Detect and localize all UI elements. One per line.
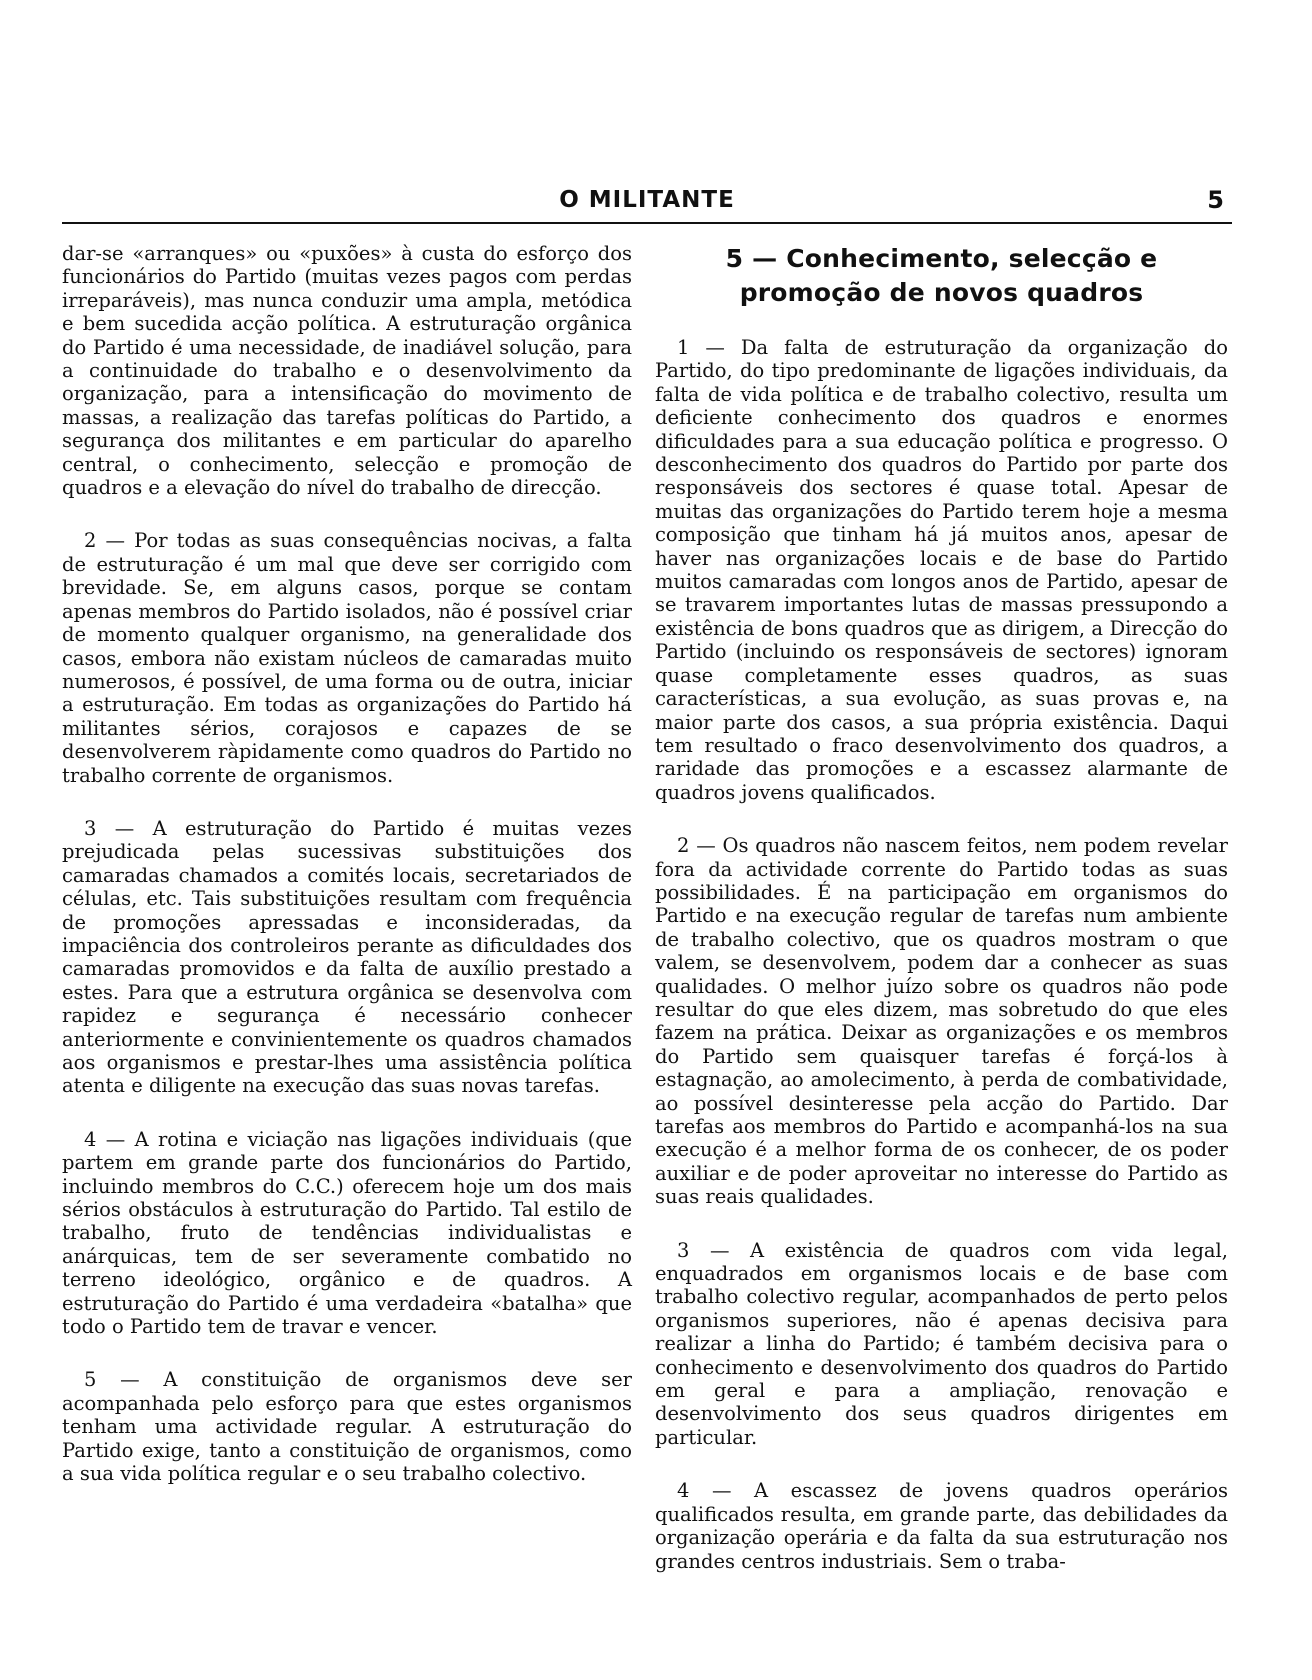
running-title: O MILITANTE	[559, 187, 735, 213]
page-header	[62, 182, 1232, 224]
paragraph-3: 3 — A estruturação do Partido é muitas vezes prejudicada pelas sucessivas substituições dos camaradas chamados a comités locais, secretariados de células, etc. Tais substituições resultam com frequência de promoções apressadas e inconsideradas, da impaciência dos controleiros perante as dificuldades dos camaradas promovidos e da falta de auxílio prestado a estes. Para que a estrutura orgânica se desenvolva com rapidez e segurança é necessário conhecer anteriormente e convinientemente os quadros chamados aos organismos e prestar-lhes uma assistência política atenta e diligente na execução das suas novas tarefas.	[62, 816, 632, 1098]
left-column	[62, 242, 632, 1516]
section-paragraph-4: 4 — A escassez de jovens quadros operários qualificados resulta, em grande parte, das debilidades da organização operária e da falta da sua estruturação nos grandes centros industriais. Sem o traba-	[655, 1479, 1228, 1573]
right-column	[655, 242, 1228, 1603]
section-paragraph-2: 2 — Os quadros não nascem feitos, nem podem revelar fora da actividade corrente do Partido todas as suas possibilidades. É na participação em organismos do Partido e na execução regular de tarefas num ambiente de trabalho colectivo, que os quadros mostram o que valem, se desenvolvem, podem dar a conhecer as suas qualidades. O melhor juízo sobre os quadros não pode resultar do que eles dizem, mas sobretudo do que eles fazem na prática. Deixar as organizações e os membros do Partido sem quaisquer tarefas é forçá-los à estagnação, ao amolecimento, à perda de combatividade, ao possível desinteresse pela acção do Partido. Dar tarefas aos membros do Partido e acompanhá-los na sua execução é a melhor forma de os conhecer, de os poder auxiliar e de poder aproveitar no interesse do Partido as suas reais qualidades.	[655, 834, 1228, 1209]
paragraph-4: 4 — A rotina e viciação nas ligações individuais (que partem em grande parte dos funcionários do Partido, incluindo membros do C.C.) oferecem hoje um dos mais sérios obstáculos à estruturação do Partido. Tal estilo de trabalho, fruto de tendências individualistas e anárquicas, tem de ser severamente combatido no terreno ideológico, orgânico e de quadros. A estruturação do Partido é uma verdadeira «batalha» que todo o Partido tem de travar e vencer.	[62, 1127, 632, 1339]
section-heading: 5 — Conhecimento, selecção e promoção de novos quadros	[725, 244, 1158, 307]
section-paragraph-3: 3 — A existência de quadros com vida legal, enquadrados em organismos locais e de base com trabalho colectivo regular, acompanhados de perto pelos organismos superiores, não é apenas decisiva para realizar a linha do Partido; é também decisiva para o conhecimento e desenvolvimento dos quadros do Partido em geral e para a ampliação, renovação e desenvolvimento dos seus quadros dirigentes em particular.	[655, 1238, 1228, 1449]
paragraph-continued: dar-se «arranques» ou «puxões» à custa do esforço dos funcionários do Partido (muitas vezes pagos com perdas irreparáveis), mas nunca conduzir uma ampla, metódica e bem sucedida acção política. A estruturação orgânica do Partido é uma necessidade, de inadiável solução, para a continuidade do trabalho e o desenvolvimento da organização, para a intensificação do movimento de massas, a realização das tarefas políticas do Partido, a segurança dos militantes e em particular do aparelho central, o conhecimento, selecção e promoção de quadros e a elevação do nível do trabalho de direcção.	[62, 242, 632, 500]
section-paragraph-1: 1 — Da falta de estruturação da organização do Partido, do tipo predominante de ligações individuais, da falta de vida política e de trabalho colectivo, resulta um deficiente conhecimento dos quadros e enormes dificuldades para a sua educação política e progresso. O desconhecimento dos quadros do Partido por parte dos responsáveis dos sectores é quase total. Apesar de muitas das organizações do Partido terem hoje a mesma composição que tinham há já muitos anos, apesar de haver nas organizações locais e de base do Partido muitos camaradas com longos anos de Partido, apesar de se travarem importantes lutas de massas pressupondo a existência de bons quadros que as dirigem, a Direcção do Partido (incluindo os responsáveis de sectores) ignoram quase completamente esses quadros, as suas características, a sua evolução, as suas provas e, na maior parte dos casos, a sua própria existência. Daqui tem resultado o fraco desenvolvimento dos quadros, a raridade das promoções e a escassez alarmante de quadros jovens qualificados.	[655, 336, 1228, 804]
paragraph-5: 5 — A constituição de organismos deve ser acompanhada pelo esforço para que estes organismos tenham uma actividade regular. A estruturação do Partido exige, tanto a constituição de organismos, como a sua vida política regular e o seu trabalho colectivo.	[62, 1368, 632, 1486]
paragraph-2: 2 — Por todas as suas consequências nocivas, a falta de estruturação é um mal que deve ser corrigido com brevidade. Se, em alguns casos, porque se contam apenas membros do Partido isolados, não é possível criar de momento qualquer organismo, na generalidade dos casos, embora não existam núcleos de camaradas muito numerosos, é possível, de uma forma ou de outra, iniciar a estruturação. Em todas as organizações do Partido há militantes sérios, corajosos e capazes de se desenvolverem ràpidamente como quadros do Partido no trabalho corrente de organismos.	[62, 529, 632, 787]
page-number: 5	[1207, 186, 1224, 214]
